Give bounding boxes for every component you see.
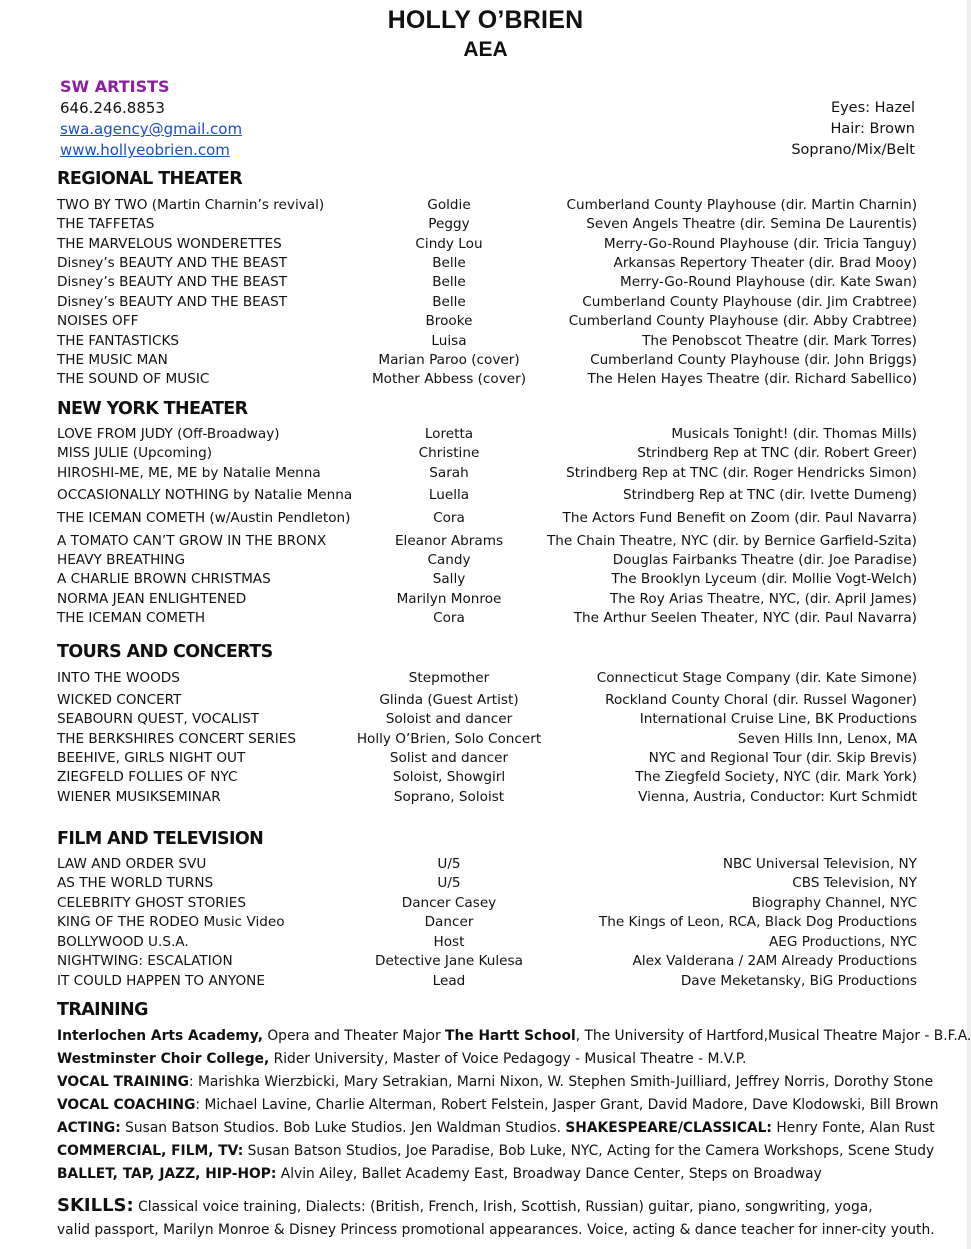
training-label: The Hartt School (445, 1028, 576, 1044)
credit-row (57, 591, 917, 610)
credit-show: WIENER MUSIKSEMINAR (57, 789, 221, 805)
credit-role: Cora (433, 510, 465, 526)
credit-row (57, 934, 917, 953)
credit-role: Lead (432, 973, 466, 989)
credit-row (57, 255, 917, 274)
credit-show: NOISES OFF (57, 313, 139, 329)
credit-role: U/5 (437, 875, 461, 891)
credit-venue: NYC and Regional Tour (dir. Skip Brevis) (648, 750, 917, 766)
credit-row (57, 750, 917, 769)
credit-venue: Cumberland County Playhouse (dir. Abby Crabtree) (568, 313, 917, 329)
credit-role: Peggy (428, 216, 470, 232)
credit-role: Luisa (431, 333, 467, 349)
credit-row (57, 953, 917, 972)
credit-role: Soloist and dancer (385, 711, 513, 727)
credit-show: BOLLYWOOD U.S.A. (57, 934, 189, 950)
credit-show: MISS JULIE (Upcoming) (57, 445, 213, 461)
training-label: ACTING: (57, 1120, 121, 1136)
credit-row (57, 510, 917, 529)
credit-venue: The Actors Fund Benefit on Zoom (dir. Paul Navarra) (562, 510, 917, 526)
credit-show: Disney’s BEAUTY AND THE BEAST (57, 274, 288, 290)
credit-row (57, 352, 917, 371)
credit-show: LOVE FROM JUDY (Off-Broadway) (57, 426, 280, 442)
training-detail: Susan Batson Studios, Joe Paradise, Bob Luke, NYC, Acting for the Camera Workshops, Scene Study (243, 1143, 935, 1159)
credit-venue: The Brooklyn Lyceum (dir. Mollie Vogt-Welch) (611, 571, 917, 587)
credit-show: THE BERKSHIRES CONCERT SERIES (57, 731, 296, 747)
credit-row (57, 973, 917, 992)
credit-role: Detective Jane Kulesa (375, 953, 523, 969)
credit-row (57, 274, 917, 293)
credit-row (57, 313, 917, 332)
credit-role: Loretta (424, 426, 474, 442)
credit-row (57, 731, 917, 750)
credit-show: THE FANTASTICKS (57, 333, 179, 349)
credit-row (57, 487, 917, 506)
credit-show: HEAVY BREATHING (57, 552, 186, 568)
training-label: COMMERCIAL, FILM, TV: (57, 1143, 244, 1159)
credit-show: THE ICEMAN COMETH (w/Austin Pendleton) (57, 510, 351, 526)
credit-venue: Seven Angels Theatre (dir. Semina De Laurentis) (586, 216, 917, 232)
credit-show: HIROSHI-ME, ME, ME by Natalie Menna (57, 465, 321, 481)
training-detail: Alvin Ailey, Ballet Academy East, Broadway Dance Center, Steps on Broadway (276, 1166, 822, 1182)
skills-label: SKILLS: (57, 1195, 134, 1216)
credit-venue: CBS Television, NY (792, 875, 917, 891)
credit-row (57, 465, 917, 484)
credit-show: TWO BY TWO (Martin Charnin’s revival) (57, 197, 325, 213)
eye-color: Eyes: Hazel (830, 100, 915, 116)
training-label: Westminster Choir College, (57, 1051, 270, 1067)
credit-role: Soprano, Soloist (393, 789, 505, 805)
credit-venue: Rockland County Choral (dir. Russel Wagoner) (605, 692, 917, 708)
credit-show: A TOMATO CAN’T GROW IN THE BRONX (57, 533, 327, 549)
training-detail: : Michael Lavine, Charlie Alterman, Robert Felstein, Jasper Grant, David Madore, Dave Klodowski, Bill Brown (195, 1097, 939, 1113)
training-label: VOCAL COACHING (57, 1097, 196, 1113)
credit-venue: Strindberg Rep at TNC (dir. Robert Greer) (637, 445, 917, 461)
credit-role: Holly O’Brien, Solo Concert (356, 731, 542, 747)
credit-show: CELEBRITY GHOST STORIES (57, 895, 246, 911)
training-detail: , The University of Hartford,Musical Theatre Major - B.F.A. (575, 1028, 971, 1044)
union-affiliation: AEA (463, 38, 508, 61)
skills-line-1 (57, 1195, 873, 1216)
training-line (57, 1097, 938, 1113)
credit-role: Marilyn Monroe (396, 591, 502, 607)
performer-name: HOLLY O’BRIEN (387, 6, 584, 34)
section-title-tours: TOURS AND CONCERTS (57, 642, 273, 662)
training-label: VOCAL TRAINING (57, 1074, 189, 1090)
training-line (57, 1074, 933, 1090)
credit-role: Cindy Lou (415, 236, 483, 252)
skills-text-1: Classical voice training, Dialects: (British, French, Irish, Scottish, Russian) guitar, piano, songwriting, yoga, (133, 1199, 873, 1215)
credit-venue: AEG Productions, NYC (768, 934, 917, 950)
credit-role: Soloist, Showgirl (392, 769, 506, 785)
credit-show: WICKED CONCERT (57, 692, 182, 708)
credit-show: THE MUSIC MAN (57, 352, 168, 368)
credit-row (57, 914, 917, 933)
credit-show: AS THE WORLD TURNS (57, 875, 214, 891)
credit-row (57, 333, 917, 352)
credit-row (57, 445, 917, 464)
website-link[interactable]: www.hollyeobrien.com (60, 141, 230, 159)
credit-role: Luella (428, 487, 470, 503)
credit-show: NORMA JEAN ENLIGHTENED (57, 591, 247, 607)
training-detail: Rider University, Master of Voice Pedagogy - Musical Theatre - M.V.P. (269, 1051, 747, 1067)
credit-venue: Merry-Go-Round Playhouse (dir. Tricia Tanguy) (603, 236, 917, 252)
credit-role: Marian Paroo (cover) (378, 352, 520, 368)
section-title-training: TRAINING (57, 1000, 148, 1020)
training-label: Interlochen Arts Academy, (57, 1028, 263, 1044)
credit-row (57, 692, 917, 711)
credit-venue: The Penobscot Theatre (dir. Mark Torres) (642, 333, 917, 349)
credit-row (57, 711, 917, 730)
credit-venue: Seven Hills Inn, Lenox, MA (737, 731, 917, 747)
credit-venue: International Cruise Line, BK Productions (639, 711, 917, 727)
credit-role: Belle (432, 294, 466, 310)
credit-show: NIGHTWING: ESCALATION (57, 953, 233, 969)
credit-venue: The Roy Arias Theatre, NYC, (dir. April James) (609, 591, 917, 607)
email-link[interactable]: swa.agency@gmail.com (60, 120, 243, 138)
credit-role: Mother Abbess (cover) (371, 371, 527, 387)
hair-color: Hair: Brown (830, 121, 915, 137)
credit-role: U/5 (437, 856, 461, 872)
credit-row (57, 571, 917, 590)
skills-line-2: valid passport, Marilyn Monroe & Disney Princess promotional appearances. Voice, acting & dance teacher for inner-city youth. (57, 1222, 935, 1238)
credit-venue: Alex Valderana / 2AM Already Productions (632, 953, 917, 969)
credit-row (57, 371, 917, 390)
credit-role: Stepmother (408, 670, 490, 686)
credit-venue: Connecticut Stage Company (dir. Kate Simone) (596, 670, 917, 686)
credit-show: SEABOURN QUEST, VOCALIST (57, 711, 260, 727)
credit-venue: Cumberland County Playhouse (dir. Jim Crabtree) (582, 294, 917, 310)
credit-venue: The Helen Hayes Theatre (dir. Richard Sabellico) (587, 371, 917, 387)
credit-venue: Vienna, Austria, Conductor: Kurt Schmidt (638, 789, 917, 805)
credit-row (57, 895, 917, 914)
credit-show: THE TAFFETAS (57, 216, 155, 232)
credit-show: LAW AND ORDER SVU (57, 856, 207, 872)
training-line (57, 1051, 746, 1067)
phone-number: 646.246.8853 (60, 99, 165, 117)
training-line (57, 1143, 934, 1159)
credit-show: IT COULD HAPPEN TO ANYONE (57, 973, 265, 989)
email-container (60, 120, 242, 138)
credit-role: Brooke (425, 313, 473, 329)
credit-role: Solist and dancer (389, 750, 509, 766)
credit-role: Goldie (427, 197, 471, 213)
credit-show: INTO THE WOODS (57, 670, 180, 686)
credit-row (57, 789, 917, 808)
training-label: SHAKESPEARE/CLASSICAL: (565, 1120, 772, 1136)
credit-show: OCCASIONALLY NOTHING by Natalie Menna (57, 487, 353, 503)
credit-show: KING OF THE RODEO Music Video (57, 914, 285, 930)
credit-show: Disney’s BEAUTY AND THE BEAST (57, 255, 288, 271)
credit-show: A CHARLIE BROWN CHRISTMAS (57, 571, 271, 587)
credit-role: Glinda (Guest Artist) (379, 692, 519, 708)
credit-row (57, 610, 917, 629)
credit-role: Dancer Casey (401, 895, 497, 911)
credit-venue: The Arthur Seelen Theater, NYC (dir. Paul Navarra) (573, 610, 917, 626)
credit-role: Dancer (424, 914, 474, 930)
credit-role: Sarah (429, 465, 469, 481)
credit-role: Belle (432, 274, 466, 290)
credit-show: Disney’s BEAUTY AND THE BEAST (57, 294, 288, 310)
section-title-regional: REGIONAL THEATER (57, 169, 243, 189)
credit-row (57, 552, 917, 571)
credit-venue: Dave Meketansky, BiG Productions (680, 973, 917, 989)
credit-row (57, 875, 917, 894)
credit-row (57, 533, 917, 552)
training-detail: : Marishka Wierzbicki, Mary Setrakian, Marni Nixon, W. Stephen Smith-Juilliard, Jeffrey Norris, Dorothy Stone (188, 1074, 934, 1090)
credit-show: THE MARVELOUS WONDERETTES (57, 236, 282, 252)
credit-role: Belle (432, 255, 466, 271)
training-detail: Opera and Theater Major (262, 1028, 446, 1044)
credit-show: ZIEGFELD FOLLIES OF NYC (57, 769, 238, 785)
training-line (57, 1120, 935, 1136)
training-line (57, 1166, 822, 1182)
website-container (60, 141, 230, 159)
section-title-film: FILM AND TELEVISION (57, 829, 264, 849)
credit-role: Eleanor Abrams (394, 533, 504, 549)
credit-show: THE ICEMAN COMETH (57, 610, 206, 626)
credit-role: Candy (427, 552, 471, 568)
credit-role: Sally (432, 571, 466, 587)
credit-row (57, 426, 917, 445)
credit-venue: Cumberland County Playhouse (dir. John Briggs) (590, 352, 917, 368)
section-title-new-york: NEW YORK THEATER (57, 399, 248, 419)
agency-name: SW ARTISTS (60, 77, 170, 96)
credit-venue: Cumberland County Playhouse (dir. Martin Charnin) (566, 197, 917, 213)
credit-venue: Strindberg Rep at TNC (dir. Roger Hendricks Simon) (566, 465, 917, 481)
credit-role: Christine (418, 445, 480, 461)
credit-show: THE SOUND OF MUSIC (57, 371, 210, 387)
credit-show: BEEHIVE, GIRLS NIGHT OUT (57, 750, 246, 766)
credit-venue: The Ziegfeld Society, NYC (dir. Mark York) (635, 769, 917, 785)
vocal-range: Soprano/Mix/Belt (791, 142, 915, 158)
credit-row (57, 856, 917, 875)
credit-venue: Biography Channel, NYC (751, 895, 917, 911)
credit-venue: Arkansas Repertory Theater (dir. Brad Mooy) (613, 255, 917, 271)
training-label: BALLET, TAP, JAZZ, HIP-HOP: (57, 1166, 277, 1182)
training-detail: Henry Fonte, Alan Rust (771, 1120, 935, 1136)
credit-venue: The Kings of Leon, RCA, Black Dog Productions (598, 914, 917, 930)
credit-venue: NBC Universal Television, NY (722, 856, 917, 872)
page-edge (967, 0, 971, 1249)
credit-venue: Douglas Fairbanks Theatre (dir. Joe Paradise) (612, 552, 917, 568)
credit-row (57, 769, 917, 788)
training-detail: Susan Batson Studios. Bob Luke Studios. Jen Waldman Studios. (120, 1120, 566, 1136)
credit-role: Host (433, 934, 465, 950)
credit-venue: The Chain Theatre, NYC (dir. by Bernice Garfield-Szita) (546, 533, 917, 549)
credit-venue: Musicals Tonight! (dir. Thomas Mills) (671, 426, 917, 442)
credit-row (57, 236, 917, 255)
credit-role: Cora (433, 610, 465, 626)
credit-venue: Merry-Go-Round Playhouse (dir. Kate Swan) (620, 274, 917, 290)
credit-venue: Strindberg Rep at TNC (dir. Ivette Dumeng) (623, 487, 917, 503)
credit-row (57, 197, 917, 216)
training-line (57, 1028, 971, 1044)
credit-row (57, 294, 917, 313)
credit-row (57, 670, 917, 689)
credit-row (57, 216, 917, 235)
